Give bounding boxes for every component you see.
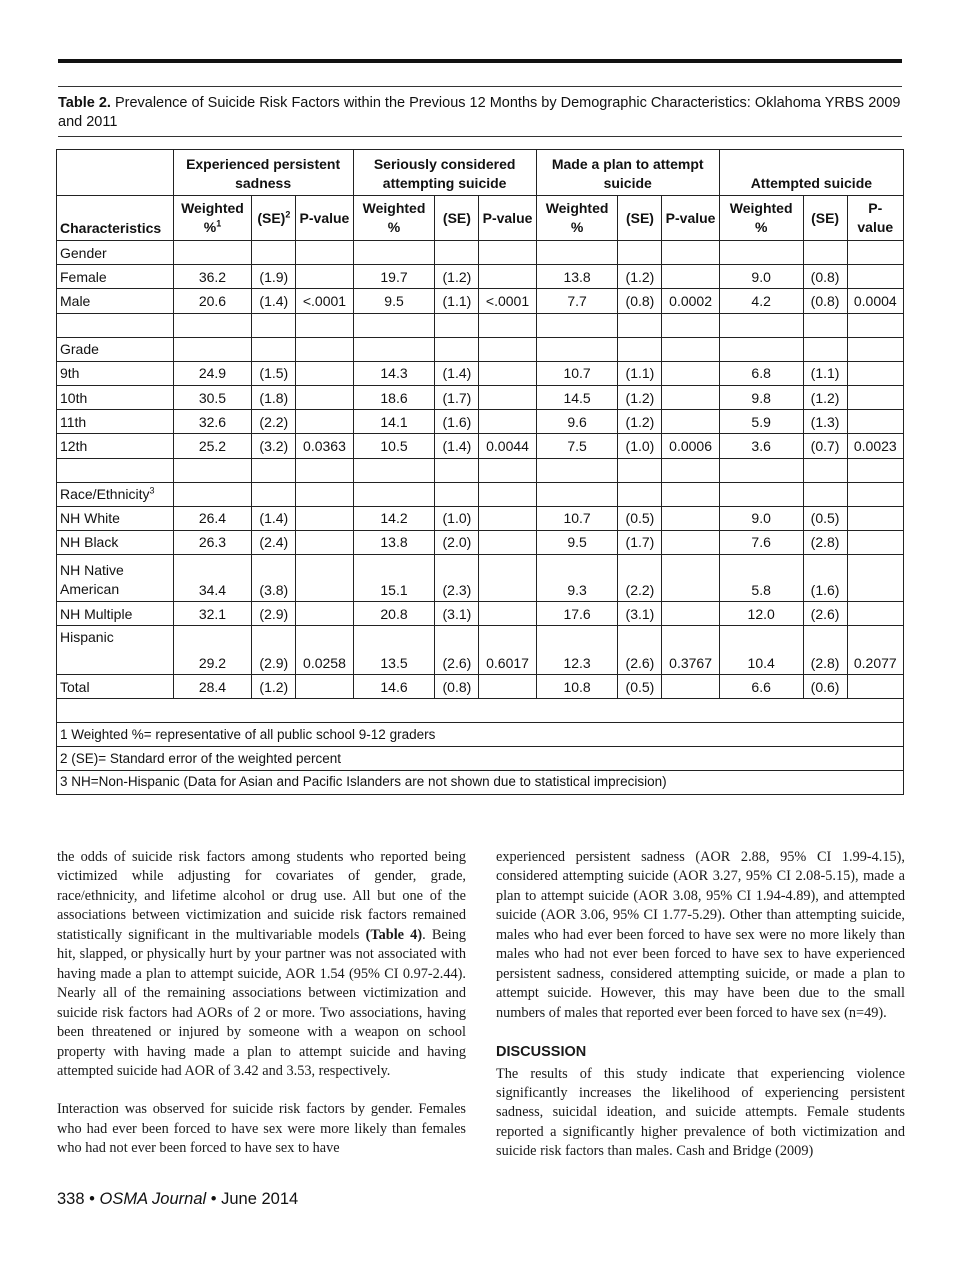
se-cell: (3.8) <box>252 555 296 602</box>
se-cell: (0.7) <box>803 434 847 458</box>
weighted-percent-cell: 5.9 <box>719 410 803 434</box>
p-value-cell <box>847 265 903 289</box>
p-value-cell <box>479 410 536 434</box>
paragraph: Interaction was observed for suicide risk factors by gender. Females who had ever been forced to have sex were more likely than females who had not ever been forced to have sex to have <box>57 1101 466 1157</box>
weighted-percent-cell: 4.2 <box>719 289 803 313</box>
section-label: Race/Ethnicity$^3$ <box>57 482 174 506</box>
weighted-percent-cell: 6.8 <box>719 361 803 385</box>
p-value-header: P-value <box>479 196 536 241</box>
section-row-gender <box>57 241 904 265</box>
table-row-total <box>57 675 904 699</box>
p-value-cell <box>847 361 903 385</box>
table-row <box>57 602 904 626</box>
p-value-cell <box>847 410 903 434</box>
top-rule <box>58 59 902 63</box>
p-value-cell <box>479 265 536 289</box>
se-cell: (2.4) <box>252 530 296 554</box>
caption-label: Table 2. <box>58 95 111 111</box>
p-value-cell <box>662 385 719 409</box>
table-row <box>57 361 904 385</box>
row-label: 11th <box>57 410 174 434</box>
weighted-percent-cell: 9.0 <box>719 265 803 289</box>
row-label: NH White <box>57 506 174 530</box>
se-cell: (0.6) <box>803 675 847 699</box>
weighted-percent-cell: 9.0 <box>719 506 803 530</box>
spacer-row <box>57 458 904 482</box>
row-label: 12th <box>57 434 174 458</box>
table-row <box>57 506 904 530</box>
footnote: 2 (SE)= Standard error of the weighted percent <box>57 747 904 771</box>
se-cell: (2.2) <box>252 410 296 434</box>
se-cell: (2.0) <box>435 530 479 554</box>
p-value-cell <box>847 675 903 699</box>
section-label: Gender <box>57 241 174 265</box>
paragraph: the odds of suicide risk factors among students who reported being victimized while adjusting for covariates of gender, grade, race/ethnicity, and lifetime alcohol or drug use. All but one of the associations between victimization and suicide risk factors remained statistically significant in the multivariable models (Table 4). Being hit, slapped, or physically hurt by your partner was not associated with having made a plan to attempt suicide, AOR 1.54 (95% CI 0.97-2.44). Nearly all of the remaining associations between victimization and suicide risk factors had AORs of 2 or more. Two associations, having been threatened or injured by someone with a weapon on school property with having made a plan to attempt suicide and having attempted suicide had AOR of 3.42 and 3.53, respectively. <box>57 849 466 1079</box>
weighted-percent-cell: 26.3 <box>173 530 252 554</box>
se-cell: (1.3) <box>803 410 847 434</box>
p-value-cell <box>847 506 903 530</box>
page-number: 338 <box>57 1190 85 1208</box>
table-row <box>57 434 904 458</box>
footnote-row <box>57 747 904 771</box>
p-value-cell: 0.0023 <box>847 434 903 458</box>
table-row <box>57 289 904 313</box>
se-cell: (1.2) <box>435 265 479 289</box>
weighted-header: Weighted % <box>719 196 803 241</box>
p-value-cell: <.0001 <box>296 289 353 313</box>
se-cell: (2.8) <box>803 530 847 554</box>
row-label: Total <box>57 675 174 699</box>
weighted-percent-cell: 6.6 <box>719 675 803 699</box>
row-label: Male <box>57 289 174 313</box>
se-cell: (3.1) <box>618 602 662 626</box>
se-header: (SE)$^2$ <box>252 196 296 241</box>
row-label: 10th <box>57 385 174 409</box>
se-cell: (3.2) <box>252 434 296 458</box>
group-header: Experienced persistent sadness <box>173 150 353 196</box>
p-value-cell <box>296 530 353 554</box>
weighted-percent-cell: 13.8 <box>353 530 435 554</box>
corner-cell <box>57 150 174 196</box>
p-value-cell: 0.0004 <box>847 289 903 313</box>
group-header: Seriously considered attempting suicide <box>353 150 536 196</box>
weighted-percent-cell: 14.2 <box>353 506 435 530</box>
p-value-cell <box>479 602 536 626</box>
se-cell: (2.6) <box>618 626 662 675</box>
table-row <box>57 555 904 602</box>
p-value-cell <box>296 602 353 626</box>
prevalence-table <box>56 149 904 795</box>
p-value-cell <box>479 506 536 530</box>
se-cell: (2.2) <box>618 555 662 602</box>
p-value-cell: 0.0002 <box>662 289 719 313</box>
se-cell: (2.6) <box>803 602 847 626</box>
weighted-percent-cell: 12.3 <box>536 626 618 675</box>
weighted-percent-cell: 9.5 <box>536 530 618 554</box>
table-caption <box>58 94 902 132</box>
weighted-percent-cell: 20.6 <box>173 289 252 313</box>
weighted-percent-cell: 14.3 <box>353 361 435 385</box>
caption-rule-top <box>58 86 902 87</box>
p-value-cell: <.0001 <box>479 289 536 313</box>
page-footer: 338 • OSMA Journal • June 2014 <box>57 1190 299 1208</box>
se-cell: (1.4) <box>252 506 296 530</box>
p-value-cell <box>662 675 719 699</box>
se-cell: (0.8) <box>803 265 847 289</box>
section-row-race <box>57 482 904 506</box>
weighted-percent-cell: 17.6 <box>536 602 618 626</box>
weighted-percent-cell: 9.8 <box>719 385 803 409</box>
p-value-cell <box>479 555 536 602</box>
p-value-cell <box>479 675 536 699</box>
p-value-cell <box>662 602 719 626</box>
weighted-percent-cell: 10.8 <box>536 675 618 699</box>
p-value-cell <box>296 555 353 602</box>
weighted-percent-cell: 10.7 <box>536 506 618 530</box>
se-cell: (1.0) <box>435 506 479 530</box>
journal-name: OSMA Journal <box>99 1190 207 1208</box>
row-label: NH Multiple <box>57 602 174 626</box>
p-value-cell <box>662 530 719 554</box>
weighted-percent-cell: 24.9 <box>173 361 252 385</box>
se-cell: (1.7) <box>618 530 662 554</box>
weighted-percent-cell: 10.4 <box>719 626 803 675</box>
se-cell: (0.5) <box>803 506 847 530</box>
p-value-cell: 0.0006 <box>662 434 719 458</box>
weighted-percent-cell: 14.6 <box>353 675 435 699</box>
se-cell: (1.4) <box>252 289 296 313</box>
se-cell: (1.2) <box>618 410 662 434</box>
spacer-row <box>57 313 904 337</box>
group-header: Made a plan to attempt suicide <box>536 150 719 196</box>
paragraph: The results of this study indicate that experiencing violence significantly increases the likelihood of experiencing persistent sadness, suicidal ideation, and suicide attempts. Female students reported a significantly higher prevalence of both victimization and suicide risk factors than males. Cash and Bridge (2009) <box>496 1065 905 1160</box>
weighted-percent-cell: 25.2 <box>173 434 252 458</box>
p-value-cell <box>296 506 353 530</box>
section-label: Grade <box>57 337 174 361</box>
weighted-percent-cell: 3.6 <box>719 434 803 458</box>
table-reference: (Table 4) <box>365 926 423 943</box>
p-value-header: P-value <box>662 196 719 241</box>
weighted-percent-cell: 14.5 <box>536 385 618 409</box>
weighted-percent-cell: 14.1 <box>353 410 435 434</box>
weighted-percent-cell: 29.2 <box>173 626 252 675</box>
footnote-row <box>57 723 904 747</box>
p-value-cell: 0.3767 <box>662 626 719 675</box>
characteristics-header: Characteristics <box>57 196 174 241</box>
p-value-cell <box>296 410 353 434</box>
weighted-percent-cell: 7.6 <box>719 530 803 554</box>
weighted-percent-cell: 26.4 <box>173 506 252 530</box>
row-label: Hispanic <box>57 626 174 675</box>
section-row-grade <box>57 337 904 361</box>
spacer-row <box>57 699 904 723</box>
weighted-header: Weighted % <box>536 196 618 241</box>
p-value-cell <box>662 361 719 385</box>
p-value-cell <box>662 555 719 602</box>
footnote-row <box>57 771 904 795</box>
table-row <box>57 626 904 675</box>
se-cell: (1.5) <box>252 361 296 385</box>
group-header-row <box>57 150 904 196</box>
row-label: NH Black <box>57 530 174 554</box>
weighted-percent-cell: 32.1 <box>173 602 252 626</box>
se-cell: (1.0) <box>618 434 662 458</box>
se-cell: (1.1) <box>618 361 662 385</box>
se-cell: (1.2) <box>803 385 847 409</box>
table-row <box>57 530 904 554</box>
se-header: (SE) <box>618 196 662 241</box>
weighted-percent-cell: 7.7 <box>536 289 618 313</box>
se-cell: (1.4) <box>435 361 479 385</box>
weighted-percent-cell: 18.6 <box>353 385 435 409</box>
se-cell: (2.9) <box>252 602 296 626</box>
weighted-percent-cell: 9.3 <box>536 555 618 602</box>
se-header: (SE) <box>435 196 479 241</box>
p-value-cell: 0.0044 <box>479 434 536 458</box>
p-value-cell <box>479 361 536 385</box>
caption-rule-bottom <box>58 136 902 137</box>
p-value-cell <box>847 385 903 409</box>
se-cell: (0.8) <box>803 289 847 313</box>
weighted-percent-cell: 28.4 <box>173 675 252 699</box>
p-value-cell <box>662 265 719 289</box>
weighted-percent-cell: 13.8 <box>536 265 618 289</box>
p-value-cell <box>296 361 353 385</box>
se-cell: (2.6) <box>435 626 479 675</box>
weighted-percent-cell: 30.5 <box>173 385 252 409</box>
weighted-percent-cell: 12.0 <box>719 602 803 626</box>
weighted-percent-cell: 10.7 <box>536 361 618 385</box>
weighted-percent-cell: 32.6 <box>173 410 252 434</box>
weighted-percent-cell: 15.1 <box>353 555 435 602</box>
table-row <box>57 385 904 409</box>
se-cell: (1.6) <box>435 410 479 434</box>
paragraph: experienced persistent sadness (AOR 2.88, 95% CI 1.99-4.15), considered attempting suicide (AOR 3.27, 95% CI 2.08-5.15), made a plan to attempt suicide (AOR 3.08, 95% CI 1.94-4.89), and attempted suicide (AOR 3.06, 95% CI 1.77-5.29). Other than attempting suicide, males who had ever been forced to have sex were no more likely than males who had not ever been forced to have sex to have experienced persistent sadness, considered attempting suicide, or made a plan to attempt suicide. However, this may have been due to the small numbers of males that reported ever been forced to have sex (n=49). <box>496 849 905 1021</box>
se-cell: (0.8) <box>618 289 662 313</box>
row-label: 9th <box>57 361 174 385</box>
p-value-header: P-value <box>847 196 903 241</box>
sub-header-row <box>57 196 904 241</box>
body-column-right <box>496 848 905 1162</box>
se-cell: (1.9) <box>252 265 296 289</box>
p-value-cell <box>479 530 536 554</box>
p-value-cell: 0.0258 <box>296 626 353 675</box>
se-cell: (2.9) <box>252 626 296 675</box>
p-value-cell: 0.0363 <box>296 434 353 458</box>
p-value-cell: 0.6017 <box>479 626 536 675</box>
body-column-left <box>57 848 466 1159</box>
se-cell: (0.5) <box>618 675 662 699</box>
weighted-percent-cell: 13.5 <box>353 626 435 675</box>
se-header: (SE) <box>803 196 847 241</box>
weighted-percent-cell: 9.5 <box>353 289 435 313</box>
se-cell: (3.1) <box>435 602 479 626</box>
weighted-percent-cell: 20.8 <box>353 602 435 626</box>
p-value-cell <box>662 506 719 530</box>
se-cell: (1.8) <box>252 385 296 409</box>
p-value-cell <box>479 385 536 409</box>
group-header: Attempted suicide <box>719 150 903 196</box>
p-value-cell <box>847 602 903 626</box>
weighted-percent-cell: 34.4 <box>173 555 252 602</box>
caption-text: Prevalence of Suicide Risk Factors within the Previous 12 Months by Demographic Characteristics: Oklahoma YRBS 2009 and 2011 <box>58 95 901 130</box>
se-cell: (1.2) <box>618 265 662 289</box>
weighted-header: Weighted %$^1$ <box>173 196 252 241</box>
se-cell: (1.4) <box>435 434 479 458</box>
se-cell: (1.2) <box>618 385 662 409</box>
p-value-cell <box>662 410 719 434</box>
weighted-percent-cell: 7.5 <box>536 434 618 458</box>
p-value-cell <box>296 675 353 699</box>
section-heading: DISCUSSION <box>496 1044 587 1061</box>
p-value-cell <box>847 555 903 602</box>
weighted-percent-cell: 5.8 <box>719 555 803 602</box>
table-row <box>57 410 904 434</box>
se-cell: (1.7) <box>435 385 479 409</box>
se-cell: (1.6) <box>803 555 847 602</box>
se-cell: (1.2) <box>252 675 296 699</box>
weighted-percent-cell: 10.5 <box>353 434 435 458</box>
row-label: NH Native American <box>57 555 174 602</box>
p-value-cell: 0.2077 <box>847 626 903 675</box>
p-value-cell <box>296 265 353 289</box>
weighted-percent-cell: 19.7 <box>353 265 435 289</box>
se-cell: (0.5) <box>618 506 662 530</box>
issue-date: June 2014 <box>221 1190 299 1208</box>
weighted-percent-cell: 36.2 <box>173 265 252 289</box>
weighted-percent-cell: 9.6 <box>536 410 618 434</box>
footnote: 3 NH=Non-Hispanic (Data for Asian and Pacific Islanders are not shown due to statistical imprecision) <box>57 771 904 795</box>
p-value-header: P-value <box>296 196 353 241</box>
p-value-cell <box>296 385 353 409</box>
table-row <box>57 265 904 289</box>
se-cell: (0.8) <box>435 675 479 699</box>
se-cell: (2.8) <box>803 626 847 675</box>
se-cell: (2.3) <box>435 555 479 602</box>
row-label: Female <box>57 265 174 289</box>
p-value-cell <box>847 530 903 554</box>
se-cell: (1.1) <box>803 361 847 385</box>
se-cell: (1.1) <box>435 289 479 313</box>
weighted-header: Weighted % <box>353 196 435 241</box>
footnote: 1 Weighted %= representative of all public school 9-12 graders <box>57 723 904 747</box>
